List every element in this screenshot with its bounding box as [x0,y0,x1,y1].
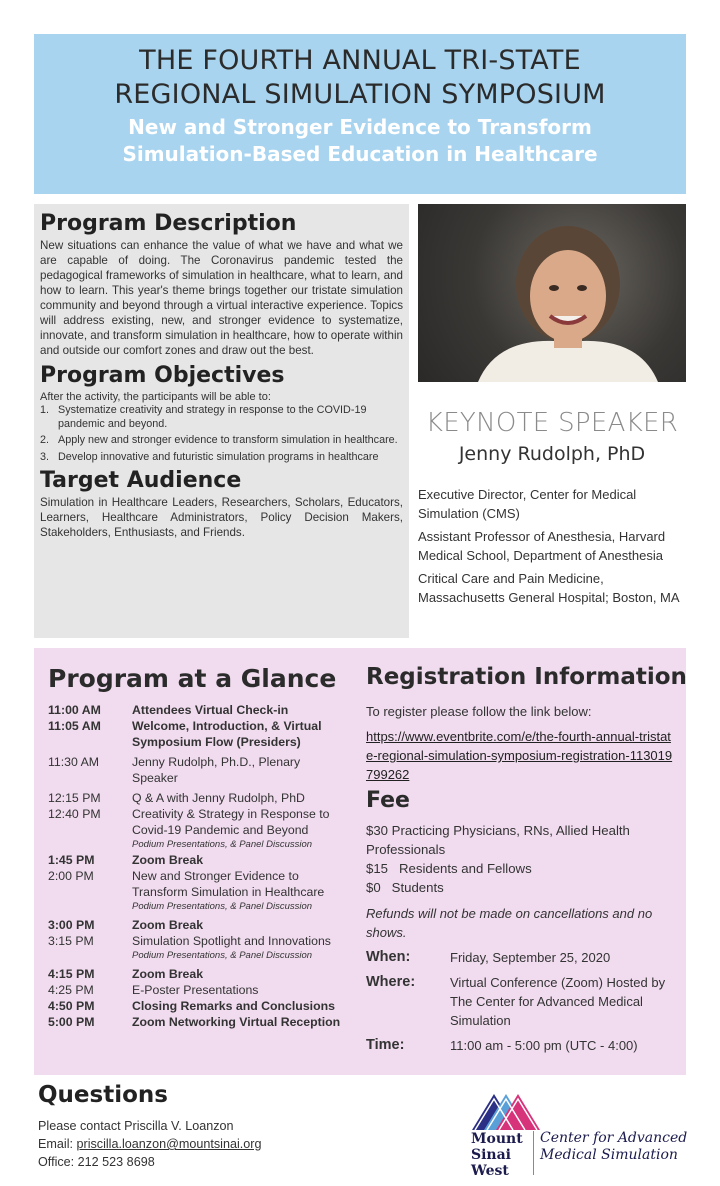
table-row: 1:45 PM Zoom Break [48,853,204,867]
logo-divider [533,1131,534,1175]
list-item: 3. Develop innovative and futuristic simulation programs in healthcare [40,450,379,463]
target-audience-title: Target Audience [40,468,242,493]
fee-line: $0 Students [366,880,444,895]
mount-sinai-wordmark: Mount Sinai West [471,1131,523,1179]
table-row: 5:00 PM Zoom Networking Virtual Reception [48,1015,341,1029]
table-row: 11:05 AM Welcome, Introduction, & Virtual Symposium Flow (Presiders) [48,719,322,749]
list-item: 2. Apply new and stronger evidence to transform simulation in healthcare. [40,434,398,446]
contact-phone: Office: 212 523 8698 [38,1155,155,1169]
table-row: 12:15 PM Q & A with Jenny Rudolph, PhD [48,791,305,805]
target-audience-text: Simulation in Healthcare Leaders, Researchers, Scholars, Educators, Learners, Healthcare Administrators, Policy Decision Makers, Stakeholders, Enthusiasts, and Friends. [40,496,403,539]
when-row: When: Friday, September 25, 2020 [366,949,611,965]
mount-sinai-logo-icon [470,1086,546,1132]
speaker-portrait-icon [418,204,686,382]
fee-list [366,821,676,897]
speaker-role: Critical Care and Pain Medicine, Massachusetts General Hospital; Boston, MA [418,571,680,605]
keynote-label: KEYNOTE SPEAKER [425,408,679,438]
program-description-title: Program Description [40,211,297,236]
speaker-role: Assistant Professor of Anesthesia, Harvard Medical School, Department of Anesthesia [418,529,666,563]
event-details [366,948,686,1061]
registration-intro: To register please follow the link below: [366,704,592,719]
speaker-role: Executive Director, Center for Medical Simulation (CMS) [418,487,637,521]
speaker-name: Jenny Rudolph, PhD [458,443,646,465]
table-row: 12:40 PM Creativity & Strategy in Response to Covid-19 Pandemic and Beyond Podium Presentations, & Panel Discussion [48,807,330,850]
table-row: 4:25 PM E-Poster Presentations [48,983,259,997]
table-row: 11:00 AM Attendees Virtual Check-in [48,703,289,717]
fee-line: $15 Residents and Fellows [366,861,532,876]
program-info-box [34,204,409,638]
fee-line: $30 Practicing Physicians, RNs, Allied Health Professionals [366,823,630,857]
table-row: 3:15 PM Simulation Spotlight and Innovations Podium Presentations, & Panel Discussion [48,934,331,961]
speaker-photo [418,204,686,382]
questions-title: Questions [38,1082,168,1108]
table-row: 3:00 PM Zoom Break [48,918,204,932]
contact-email-line: Email: priscilla.loanzon@mountsinai.org [38,1137,262,1151]
objectives-list [40,404,403,464]
refund-policy: Refunds will not be made on cancellations and no shows. [366,906,653,940]
fee-title: Fee [366,788,410,813]
registration-link[interactable]: https://www.eventbrite.com/e/the-fourth-annual-tristate-regional-simulation-symposium-registration-113019799262 [366,729,673,782]
time-row: Time: 11:00 am - 5:00 pm (UTC - 4:00) [366,1037,638,1053]
table-row: 2:00 PM New and Stronger Evidence to Transform Simulation in Healthcare Podium Presentations, & Panel Discussion [48,869,325,912]
table-row: 4:15 PM Zoom Break [48,967,204,981]
event-title: THE FOURTH ANNUAL TRI-STATE REGIONAL SIMULATION SYMPOSIUM [114,45,606,110]
program-description-text: New situations can enhance the value of what we have and what we are capable of doing. The Coronavirus pandemic tested the pedagogical frameworks of simulation in healthcare, what to learn, and how to learn. This year's theme brings together our tristate simulation community and beyond through a virtual interactive experience. Topics will address existing, new, and stronger evidence to systematize, innovate, and transform simulation in healthcare, how to operate within and outside our comfort zones and draw out the best. [40,239,403,357]
list-item: 1. Systematize creativity and strategy in response to the COVID-19 pandemic and beyond. [40,404,367,430]
schedule-table [48,702,348,1030]
event-subtitle: New and Stronger Evidence to Transform Simulation-Based Education in Healthcare [122,115,598,166]
table-row: 11:30 AM Jenny Rudolph, Ph.D., Plenary Speaker [48,755,301,785]
objectives-intro: After the activity, the participants will be able to: [40,391,271,403]
contact-info [38,1117,262,1171]
center-name: Center for Advanced Medical Simulation [540,1130,688,1163]
program-objectives-title: Program Objectives [40,363,285,388]
speaker-roles [418,485,686,611]
table-row: 4:50 PM Closing Remarks and Conclusions [48,999,335,1013]
header-banner [34,34,686,194]
contact-email-link[interactable]: priscilla.loanzon@mountsinai.org [76,1137,262,1151]
program-at-a-glance-title: Program at a Glance [48,664,337,693]
registration-title: Registration Information [366,664,687,690]
where-row: Where: Virtual Conference (Zoom) Hosted by The Center for Advanced Medical Simulation [366,974,666,1028]
contact-name: Please contact Priscilla V. Loanzon [38,1119,234,1133]
